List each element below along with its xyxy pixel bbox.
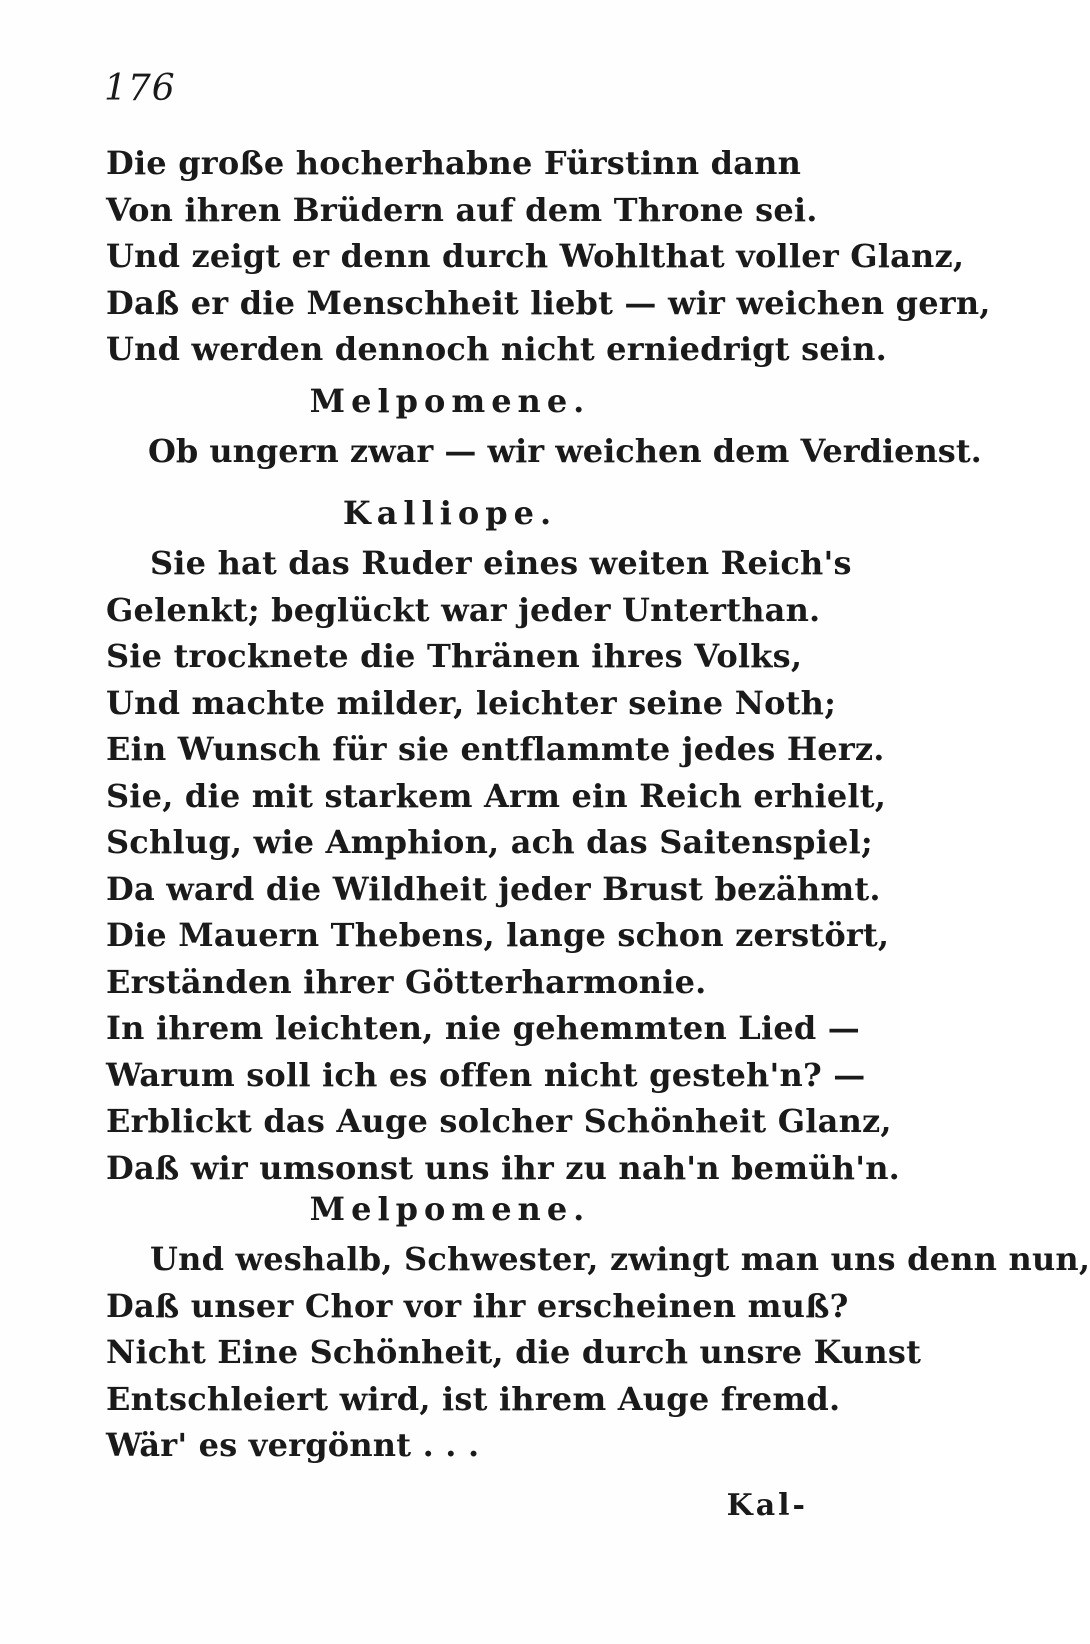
verse-line: Ein Wunsch für sie entflammte jedes Herz. xyxy=(106,730,885,768)
verse-line: Die große hocherhabne Fürstinn dann xyxy=(106,144,802,182)
speaker-heading-melpomene: Melpomene. xyxy=(309,1190,591,1228)
verse-line: Nicht Eine Schönheit, die durch unsre Kunst xyxy=(106,1333,922,1371)
verse-line: Warum soll ich es offen nicht gesteh'n? — xyxy=(106,1055,866,1094)
melpomene-stanza xyxy=(106,1236,1090,1469)
verse-line: Daß er die Menschheit liebt — wir weichen gern, xyxy=(106,283,991,322)
verse-line: Und weshalb, Schwester, zwingt man uns denn nun, xyxy=(150,1240,1090,1278)
verse-line: Da ward die Wildheit jeder Brust bezähmt. xyxy=(106,869,881,908)
verse-line: Erblickt das Auge solcher Schönheit Glanz, xyxy=(106,1102,892,1140)
verse-line: Sie, die mit starkem Arm ein Reich erhielt, xyxy=(106,776,887,815)
verse-line: Wär' es vergönnt . . . xyxy=(106,1426,480,1464)
verse-line: Ob ungern zwar — wir weichen dem Verdienst. xyxy=(148,432,982,470)
verse-line: Die Mauern Thebens, lange schon zerstört, xyxy=(106,916,890,954)
catchword: Kal- xyxy=(726,1488,808,1523)
verse-line: In ihrem leichten, nie gehemmten Lied — xyxy=(106,1009,861,1047)
speaker-heading-kalliope: Kalliope. xyxy=(342,494,558,532)
speaker-heading-melpomene: Melpomene. xyxy=(309,382,591,420)
verse-line: Und machte milder, leichter seine Noth; xyxy=(106,683,837,722)
verse-line: Daß wir umsonst uns ihr zu nah'n bemüh'n. xyxy=(106,1148,901,1187)
page-number: 176 xyxy=(104,68,176,109)
verse-line: Gelenkt; beglückt war jeder Unterthan. xyxy=(106,590,821,629)
verse-line: Entschleiert wird, ist ihrem Auge fremd. xyxy=(106,1379,841,1418)
verse-line: Von ihren Brüdern auf dem Throne sei. xyxy=(106,190,818,229)
verse-line: Schlug, wie Amphion, ach das Saitenspiel; xyxy=(106,823,873,861)
verse-line: Erständen ihrer Götterharmonie. xyxy=(106,962,707,1001)
verse-line: Und werden dennoch nicht erniedrigt sein. xyxy=(106,330,888,368)
verse-line: Daß unser Chor vor ihr erscheinen muß? xyxy=(106,1286,849,1325)
verse-line: Sie trocknete die Thränen ihres Volks, xyxy=(106,637,803,675)
opening-stanza xyxy=(106,140,991,373)
verse-line: Sie hat das Ruder eines weiten Reich's xyxy=(150,544,852,582)
verse-line: Und zeigt er denn durch Wohlthat voller Glanz, xyxy=(106,237,965,275)
kalliope-stanza xyxy=(106,540,900,1191)
